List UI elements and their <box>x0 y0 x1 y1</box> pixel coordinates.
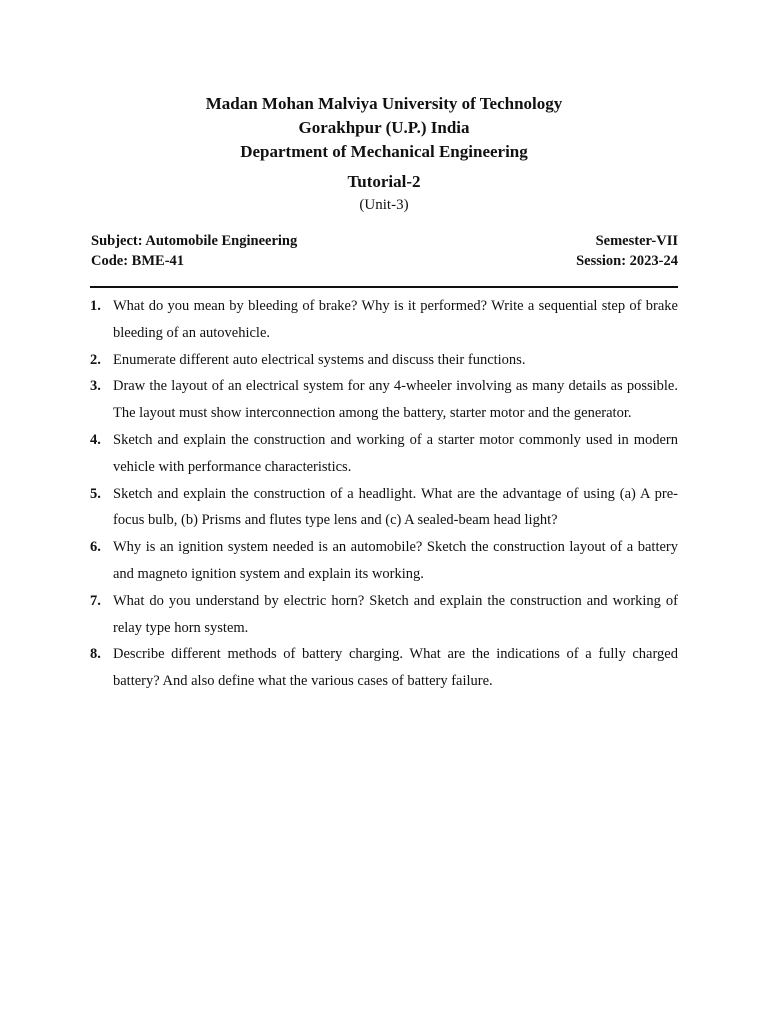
question-text: Draw the layout of an electrical system for any 4-wheeler involving as many details as possible. The layout must show interconnection among the battery, starter motor and the generator. <box>113 378 678 422</box>
university-name: Madan Mohan Malviya University of Technology <box>205 94 563 113</box>
question-list <box>90 293 678 695</box>
course-meta-row-1 <box>91 231 678 251</box>
question-number: 7. <box>90 592 101 609</box>
question-item <box>90 373 678 427</box>
question-number: 5. <box>90 485 101 502</box>
course-meta-row-2 <box>91 251 678 271</box>
question-item <box>90 534 678 588</box>
department-name: Department of Mechanical Engineering <box>240 142 528 161</box>
university-location: Gorakhpur (U.P.) India <box>298 118 470 137</box>
tutorial-title: Tutorial-2 <box>347 172 421 191</box>
question-item <box>90 641 678 695</box>
question-item <box>90 347 678 374</box>
semester-label: Semester-VII <box>595 233 678 249</box>
subject-label: Subject: Automobile Engineering <box>91 233 298 249</box>
question-text: Describe different methods of battery charging. What are the indications of a fully charged battery? And also define what the various cases of battery failure. <box>113 646 678 690</box>
question-item <box>90 588 678 642</box>
question-text: Sketch and explain the construction of a headlight. What are the advantage of using (a) A pre-focus bulb, (b) Prisms and flutes type lens and (c) A sealed-beam head light? <box>113 485 678 529</box>
question-text: Enumerate different auto electrical systems and discuss their functions. <box>113 351 526 368</box>
question-item <box>90 481 678 535</box>
document-header <box>0 92 768 164</box>
question-number: 6. <box>90 539 101 556</box>
question-number: 2. <box>90 351 101 368</box>
header-divider <box>90 286 678 288</box>
question-number: 4. <box>90 431 101 448</box>
course-code-label: Code: BME-41 <box>91 253 185 269</box>
question-number: 8. <box>90 646 101 663</box>
session-label: Session: 2023-24 <box>576 253 678 269</box>
question-number: 1. <box>90 298 101 314</box>
question-number: 3. <box>90 378 101 395</box>
question-text: Why is an ignition system needed is an automobile? Sketch the construction layout of a battery and magneto ignition system and explain its working. <box>113 539 678 582</box>
unit-label: (Unit-3) <box>359 197 409 213</box>
question-item <box>90 427 678 481</box>
question-text: Sketch and explain the construction and working of a starter motor commonly used in modern vehicle with performance characteristics. <box>113 431 678 475</box>
question-text: What do you mean by bleeding of brake? Why is it performed? Write a sequential step of brake bleeding of an autovehicle. <box>113 298 678 341</box>
question-item <box>90 293 678 347</box>
question-text: What do you understand by electric horn? Sketch and explain the construction and working of relay type horn system. <box>113 592 678 636</box>
